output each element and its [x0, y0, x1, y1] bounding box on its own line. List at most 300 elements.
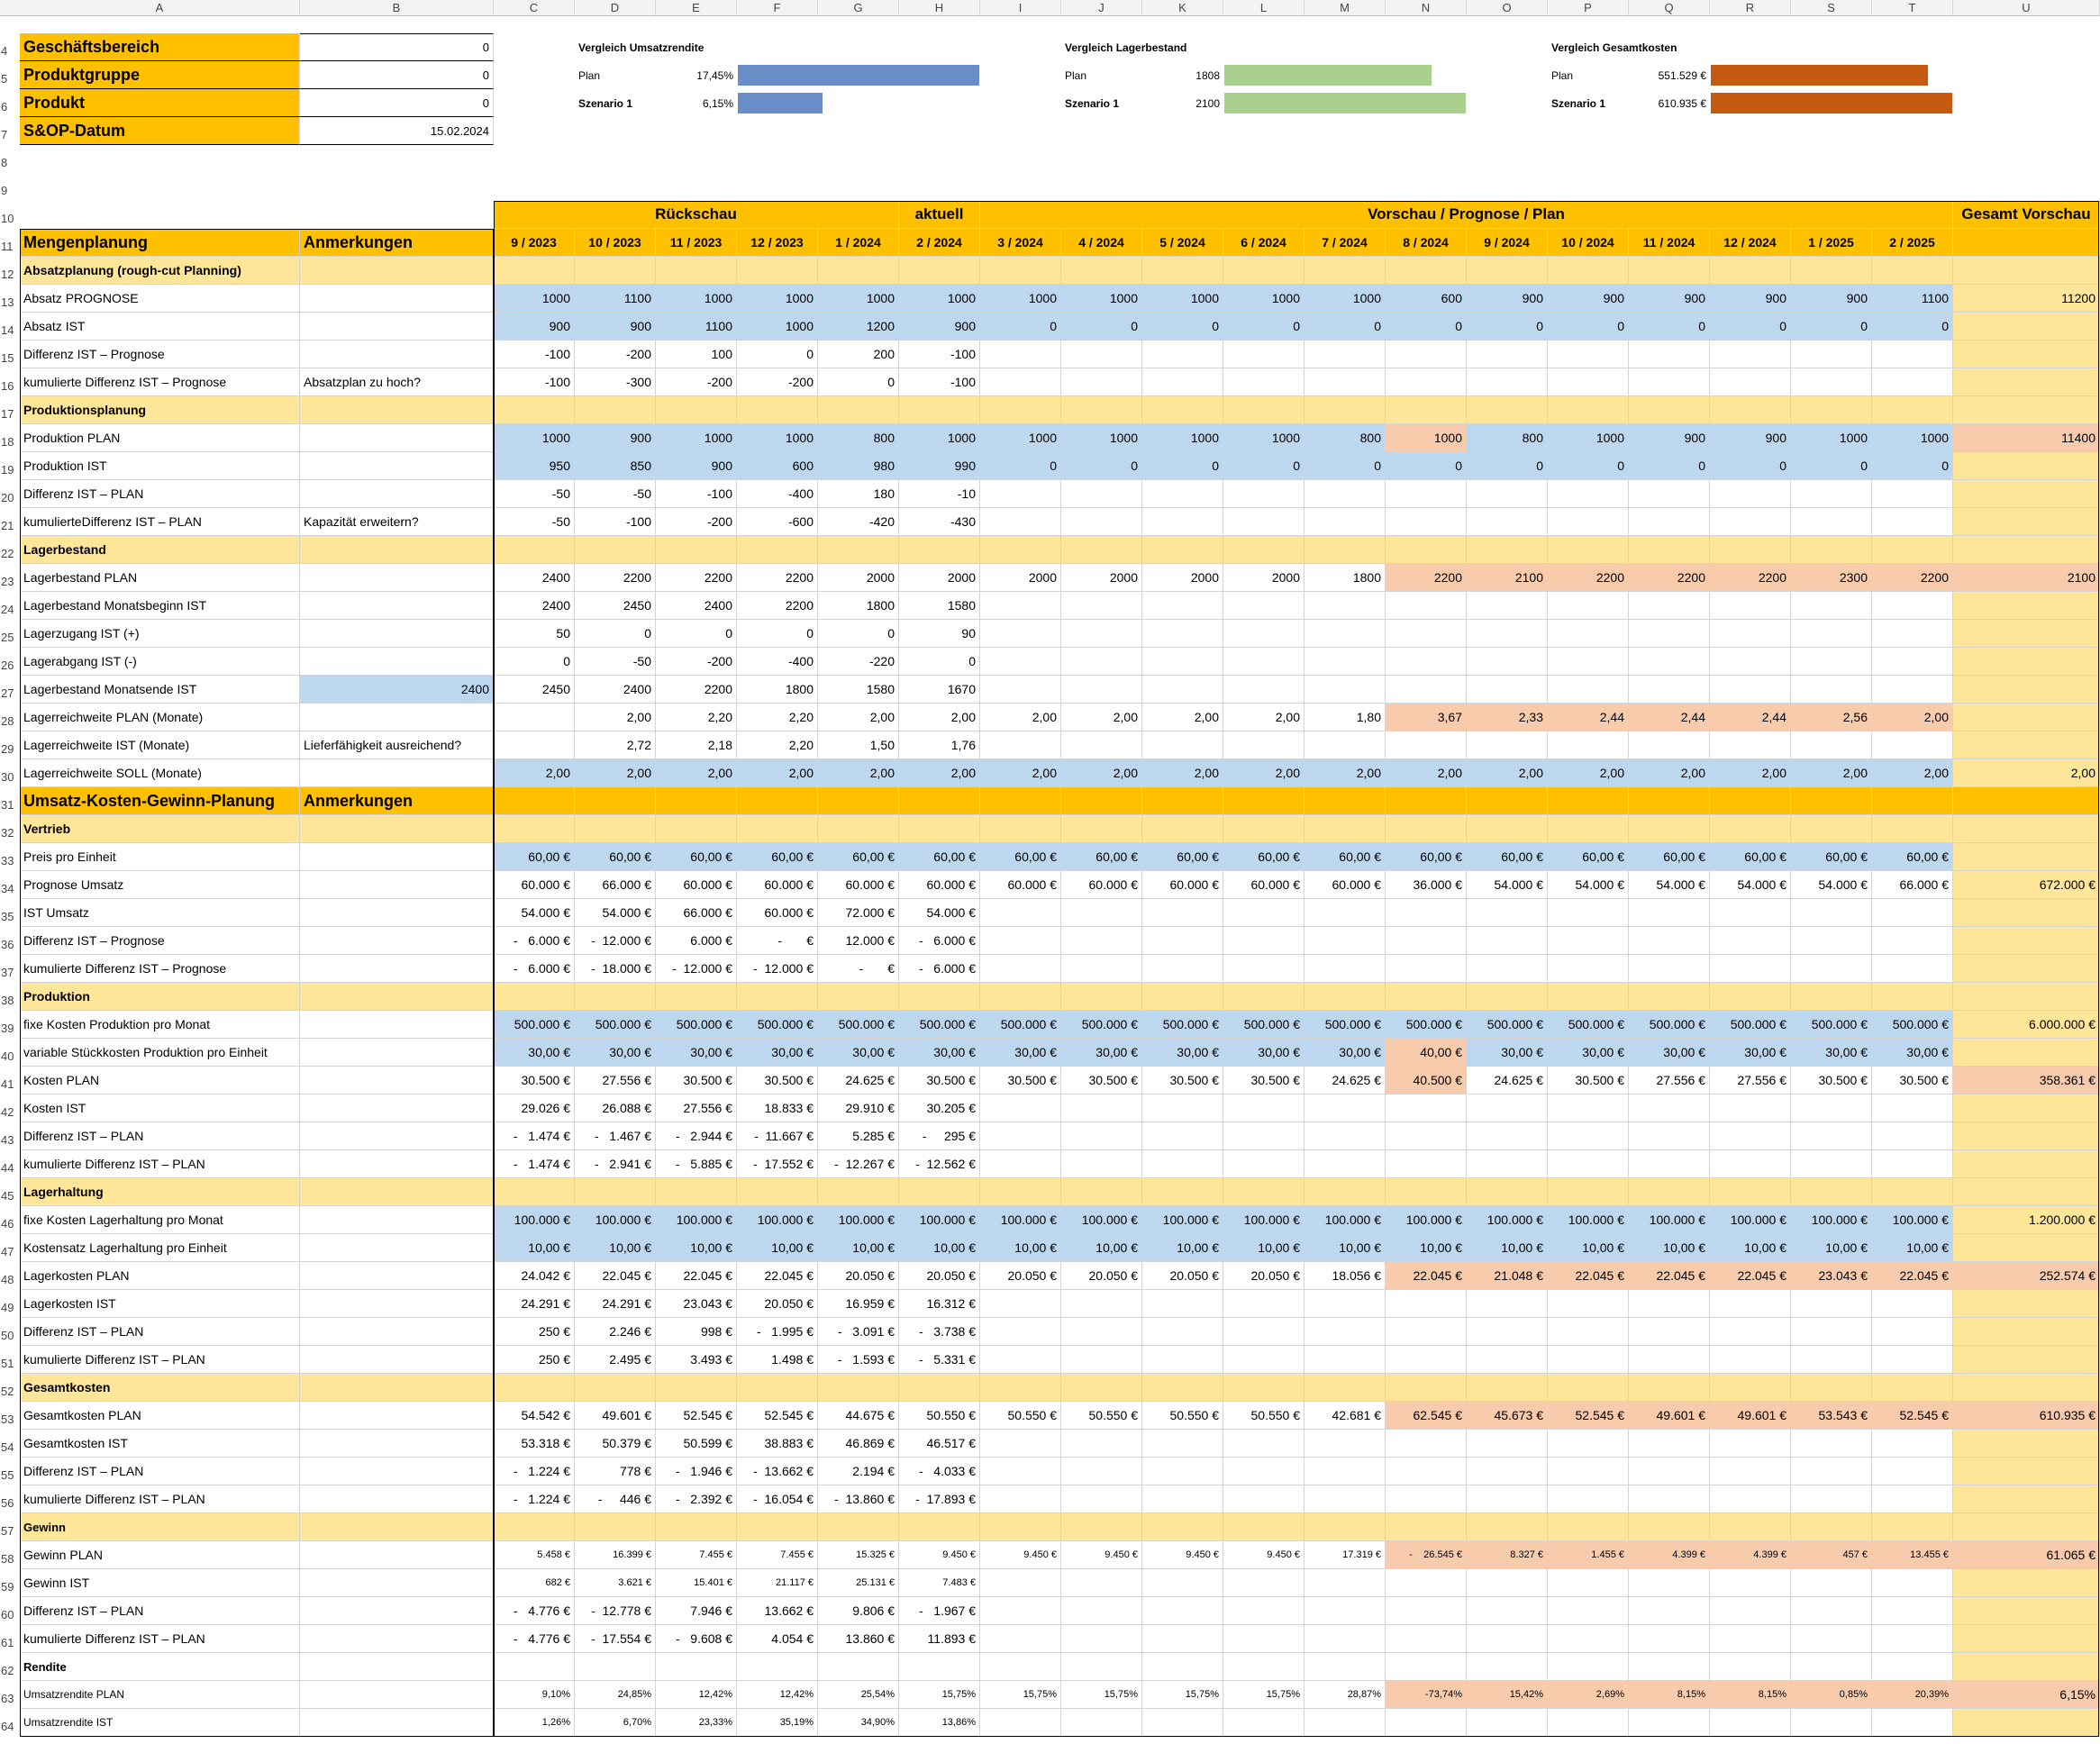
- data-cell[interactable]: [1061, 1095, 1142, 1122]
- data-cell[interactable]: 500.000 €: [1386, 1011, 1467, 1039]
- data-cell[interactable]: - 3.091 €: [818, 1318, 899, 1346]
- data-cell[interactable]: 500.000 €: [1710, 1011, 1791, 1039]
- data-cell[interactable]: 5.285 €: [818, 1122, 899, 1150]
- row-note[interactable]: [300, 1122, 494, 1150]
- row-note[interactable]: [300, 424, 494, 452]
- data-cell[interactable]: -100: [656, 480, 737, 508]
- data-cell[interactable]: [1629, 1430, 1710, 1458]
- data-cell[interactable]: 60,00 €: [1223, 843, 1305, 871]
- data-cell[interactable]: [1061, 731, 1142, 759]
- data-cell[interactable]: 50.550 €: [899, 1402, 980, 1430]
- data-cell[interactable]: [1223, 1458, 1305, 1485]
- row-number[interactable]: 46: [1, 1217, 14, 1231]
- data-cell[interactable]: 60.000 €: [1223, 871, 1305, 899]
- data-cell[interactable]: 2,44: [1710, 704, 1791, 731]
- data-cell[interactable]: [1710, 1095, 1791, 1122]
- data-cell[interactable]: 13,86%: [899, 1709, 980, 1737]
- row-note[interactable]: [300, 285, 494, 313]
- data-cell[interactable]: 0: [656, 620, 737, 648]
- data-cell[interactable]: 5.458 €: [494, 1541, 575, 1569]
- data-cell[interactable]: - 17.552 €: [737, 1150, 818, 1178]
- data-cell[interactable]: 50.550 €: [1223, 1402, 1305, 1430]
- data-cell[interactable]: 0: [1061, 313, 1142, 341]
- row-note[interactable]: [300, 1541, 494, 1569]
- row-note[interactable]: [300, 927, 494, 955]
- data-cell[interactable]: [1223, 592, 1305, 620]
- data-cell[interactable]: 1580: [818, 676, 899, 704]
- data-cell[interactable]: 12,42%: [737, 1681, 818, 1709]
- data-cell[interactable]: 2000: [1142, 564, 1223, 592]
- data-cell[interactable]: 2200: [1386, 564, 1467, 592]
- data-cell[interactable]: 15.325 €: [818, 1541, 899, 1569]
- data-cell[interactable]: 1000: [656, 424, 737, 452]
- data-cell[interactable]: [1629, 676, 1710, 704]
- row-number[interactable]: 19: [1, 463, 14, 477]
- data-cell[interactable]: [1061, 955, 1142, 983]
- data-cell[interactable]: 21.048 €: [1467, 1262, 1548, 1290]
- data-cell[interactable]: 27.556 €: [1710, 1067, 1791, 1095]
- data-cell[interactable]: 72.000 €: [818, 899, 899, 927]
- param-value[interactable]: 0: [300, 33, 494, 61]
- data-cell[interactable]: 500.000 €: [1467, 1011, 1548, 1039]
- data-cell[interactable]: 900: [1467, 285, 1548, 313]
- data-cell[interactable]: 29.910 €: [818, 1095, 899, 1122]
- data-cell[interactable]: 2300: [1791, 564, 1872, 592]
- data-cell[interactable]: 25.131 €: [818, 1569, 899, 1597]
- data-cell[interactable]: 900: [575, 424, 656, 452]
- data-cell[interactable]: [1710, 1346, 1791, 1374]
- data-cell[interactable]: - 12.000 €: [575, 927, 656, 955]
- data-cell[interactable]: [1548, 592, 1629, 620]
- data-cell[interactable]: 500.000 €: [1548, 1011, 1629, 1039]
- data-cell[interactable]: [1467, 368, 1548, 396]
- data-cell[interactable]: 0: [1467, 313, 1548, 341]
- data-cell[interactable]: 20.050 €: [899, 1262, 980, 1290]
- data-cell[interactable]: - 1.995 €: [737, 1318, 818, 1346]
- data-cell[interactable]: [1629, 648, 1710, 676]
- data-cell[interactable]: [1710, 1485, 1791, 1513]
- data-cell[interactable]: 1000: [1791, 424, 1872, 452]
- data-cell[interactable]: 2,00: [1791, 759, 1872, 787]
- data-cell[interactable]: [1710, 648, 1791, 676]
- data-cell[interactable]: [1386, 648, 1467, 676]
- row-number[interactable]: 64: [1, 1720, 14, 1733]
- data-cell[interactable]: 46.869 €: [818, 1430, 899, 1458]
- data-cell[interactable]: - €: [818, 955, 899, 983]
- data-cell[interactable]: 15,75%: [1061, 1681, 1142, 1709]
- data-cell[interactable]: 1000: [899, 424, 980, 452]
- row-number[interactable]: 54: [1, 1440, 14, 1454]
- data-cell[interactable]: 3.621 €: [575, 1569, 656, 1597]
- data-cell[interactable]: 0: [1467, 452, 1548, 480]
- data-cell[interactable]: [1305, 1318, 1386, 1346]
- column-header[interactable]: U: [1953, 0, 2100, 15]
- row-number[interactable]: 5: [1, 72, 8, 86]
- data-cell[interactable]: [1629, 1095, 1710, 1122]
- data-cell[interactable]: 20.050 €: [1223, 1262, 1305, 1290]
- data-cell[interactable]: 900: [1548, 285, 1629, 313]
- row-note[interactable]: Absatzplan zu hoch?: [300, 368, 494, 396]
- data-cell[interactable]: [1791, 1095, 1872, 1122]
- data-cell[interactable]: [1386, 592, 1467, 620]
- data-cell[interactable]: [494, 704, 575, 731]
- data-cell[interactable]: 200: [818, 341, 899, 368]
- data-cell[interactable]: [980, 1346, 1061, 1374]
- data-cell[interactable]: 46.517 €: [899, 1430, 980, 1458]
- row-number[interactable]: 34: [1, 882, 14, 895]
- data-cell[interactable]: 15.401 €: [656, 1569, 737, 1597]
- data-cell[interactable]: 2.194 €: [818, 1458, 899, 1485]
- row-number[interactable]: 26: [1, 659, 14, 672]
- data-cell[interactable]: 50.599 €: [656, 1430, 737, 1458]
- data-cell[interactable]: [1548, 1346, 1629, 1374]
- total-cell[interactable]: [1953, 480, 2100, 508]
- data-cell[interactable]: 10,00 €: [1872, 1234, 1953, 1262]
- data-cell[interactable]: 30,00 €: [818, 1039, 899, 1067]
- data-cell[interactable]: - 4.776 €: [494, 1597, 575, 1625]
- data-cell[interactable]: [1223, 676, 1305, 704]
- data-cell[interactable]: 900: [656, 452, 737, 480]
- data-cell[interactable]: [980, 899, 1061, 927]
- data-cell[interactable]: 60,00 €: [1548, 843, 1629, 871]
- total-cell[interactable]: 2,00: [1953, 759, 2100, 787]
- data-cell[interactable]: [1791, 1122, 1872, 1150]
- data-cell[interactable]: [1305, 899, 1386, 927]
- row-number[interactable]: 6: [1, 100, 8, 114]
- row-note[interactable]: [300, 1067, 494, 1095]
- data-cell[interactable]: 2,00: [1223, 704, 1305, 731]
- data-cell[interactable]: [1142, 1346, 1223, 1374]
- total-cell[interactable]: [1953, 1318, 2100, 1346]
- data-cell[interactable]: [1142, 508, 1223, 536]
- data-cell[interactable]: [1872, 1318, 1953, 1346]
- data-cell[interactable]: 1000: [1223, 424, 1305, 452]
- data-cell[interactable]: 2,00: [737, 759, 818, 787]
- data-cell[interactable]: - 5.331 €: [899, 1346, 980, 1374]
- data-cell[interactable]: - 16.054 €: [737, 1485, 818, 1513]
- data-cell[interactable]: 49.601 €: [575, 1402, 656, 1430]
- data-cell[interactable]: [1791, 899, 1872, 927]
- data-cell[interactable]: 1100: [575, 285, 656, 313]
- data-cell[interactable]: 30,00 €: [1548, 1039, 1629, 1067]
- row-number[interactable]: 27: [1, 686, 14, 700]
- data-cell[interactable]: [1872, 620, 1953, 648]
- data-cell[interactable]: 7.483 €: [899, 1569, 980, 1597]
- row-number[interactable]: 22: [1, 547, 14, 560]
- data-cell[interactable]: 30,00 €: [1142, 1039, 1223, 1067]
- data-cell[interactable]: 1,50: [818, 731, 899, 759]
- total-cell[interactable]: [1953, 731, 2100, 759]
- data-cell[interactable]: 100.000 €: [1386, 1206, 1467, 1234]
- data-cell[interactable]: 49.601 €: [1629, 1402, 1710, 1430]
- data-cell[interactable]: [1223, 620, 1305, 648]
- data-cell[interactable]: [1710, 1625, 1791, 1653]
- data-cell[interactable]: [1548, 620, 1629, 648]
- data-cell[interactable]: [980, 592, 1061, 620]
- data-cell[interactable]: [1305, 1625, 1386, 1653]
- row-number[interactable]: 16: [1, 379, 14, 393]
- data-cell[interactable]: [1386, 1122, 1467, 1150]
- row-number[interactable]: 29: [1, 742, 14, 756]
- data-cell[interactable]: [1548, 927, 1629, 955]
- data-cell[interactable]: 30,00 €: [1061, 1039, 1142, 1067]
- data-cell[interactable]: 49.601 €: [1710, 1402, 1791, 1430]
- data-cell[interactable]: [1305, 508, 1386, 536]
- data-cell[interactable]: 1000: [980, 285, 1061, 313]
- data-cell[interactable]: [1223, 648, 1305, 676]
- data-cell[interactable]: [1872, 508, 1953, 536]
- data-cell[interactable]: [1223, 731, 1305, 759]
- data-cell[interactable]: [1467, 1290, 1548, 1318]
- total-cell[interactable]: [1953, 313, 2100, 341]
- data-cell[interactable]: [1142, 1625, 1223, 1653]
- data-cell[interactable]: [1305, 1569, 1386, 1597]
- row-number[interactable]: 39: [1, 1022, 14, 1035]
- data-cell[interactable]: [1142, 955, 1223, 983]
- row-number[interactable]: 18: [1, 435, 14, 449]
- data-cell[interactable]: 1000: [1386, 424, 1467, 452]
- data-cell[interactable]: 60,00 €: [737, 843, 818, 871]
- row-number[interactable]: 10: [1, 212, 14, 225]
- data-cell[interactable]: 900: [494, 313, 575, 341]
- data-cell[interactable]: 9.450 €: [1142, 1541, 1223, 1569]
- row-number[interactable]: 62: [1, 1664, 14, 1677]
- data-cell[interactable]: [1872, 480, 1953, 508]
- data-cell[interactable]: [1142, 620, 1223, 648]
- data-cell[interactable]: [1142, 731, 1223, 759]
- data-cell[interactable]: [1629, 1122, 1710, 1150]
- data-cell[interactable]: 60.000 €: [1142, 871, 1223, 899]
- column-header[interactable]: F: [737, 0, 818, 15]
- data-cell[interactable]: [1061, 341, 1142, 368]
- data-cell[interactable]: 22.045 €: [656, 1262, 737, 1290]
- data-cell[interactable]: - 17.893 €: [899, 1485, 980, 1513]
- data-cell[interactable]: 100.000 €: [1710, 1206, 1791, 1234]
- data-cell[interactable]: 1000: [1142, 285, 1223, 313]
- data-cell[interactable]: 2400: [656, 592, 737, 620]
- data-cell[interactable]: [1061, 1625, 1142, 1653]
- data-cell[interactable]: [1548, 1122, 1629, 1150]
- column-header[interactable]: C: [494, 0, 575, 15]
- data-cell[interactable]: 60,00 €: [1467, 843, 1548, 871]
- total-cell[interactable]: [1953, 1458, 2100, 1485]
- data-cell[interactable]: [1629, 620, 1710, 648]
- data-cell[interactable]: 50.379 €: [575, 1430, 656, 1458]
- data-cell[interactable]: 30,00 €: [899, 1039, 980, 1067]
- data-cell[interactable]: 60.000 €: [899, 871, 980, 899]
- row-note[interactable]: [300, 648, 494, 676]
- data-cell[interactable]: -100: [899, 341, 980, 368]
- data-cell[interactable]: 1000: [737, 313, 818, 341]
- row-number[interactable]: 48: [1, 1273, 14, 1286]
- data-cell[interactable]: 2,00: [1872, 704, 1953, 731]
- data-cell[interactable]: 60.000 €: [656, 871, 737, 899]
- data-cell[interactable]: 54.000 €: [1710, 871, 1791, 899]
- data-cell[interactable]: [1142, 480, 1223, 508]
- data-cell[interactable]: [1142, 1290, 1223, 1318]
- data-cell[interactable]: [1629, 1346, 1710, 1374]
- data-cell[interactable]: 1670: [899, 676, 980, 704]
- data-cell[interactable]: [1872, 899, 1953, 927]
- row-number[interactable]: 57: [1, 1524, 14, 1538]
- data-cell[interactable]: 900: [899, 313, 980, 341]
- data-cell[interactable]: [1710, 1318, 1791, 1346]
- data-cell[interactable]: [1386, 1318, 1467, 1346]
- data-cell[interactable]: [1061, 927, 1142, 955]
- data-cell[interactable]: - 18.000 €: [575, 955, 656, 983]
- data-cell[interactable]: [1548, 1290, 1629, 1318]
- data-cell[interactable]: - 295 €: [899, 1122, 980, 1150]
- data-cell[interactable]: 1800: [737, 676, 818, 704]
- data-cell[interactable]: 16.399 €: [575, 1541, 656, 1569]
- data-cell[interactable]: 600: [737, 452, 818, 480]
- data-cell[interactable]: [1710, 731, 1791, 759]
- data-cell[interactable]: 500.000 €: [575, 1011, 656, 1039]
- data-cell[interactable]: [1223, 1346, 1305, 1374]
- data-cell[interactable]: - 17.554 €: [575, 1625, 656, 1653]
- data-cell[interactable]: [1386, 1569, 1467, 1597]
- data-cell[interactable]: [1467, 1569, 1548, 1597]
- data-cell[interactable]: -50: [575, 648, 656, 676]
- data-cell[interactable]: 23.043 €: [656, 1290, 737, 1318]
- data-cell[interactable]: [1223, 368, 1305, 396]
- data-cell[interactable]: 24.625 €: [1467, 1067, 1548, 1095]
- data-cell[interactable]: 0: [1548, 313, 1629, 341]
- data-cell[interactable]: 30,00 €: [575, 1039, 656, 1067]
- row-number[interactable]: 20: [1, 491, 14, 504]
- data-cell[interactable]: 54.542 €: [494, 1402, 575, 1430]
- data-cell[interactable]: 100.000 €: [899, 1206, 980, 1234]
- total-cell[interactable]: [1953, 1709, 2100, 1737]
- data-cell[interactable]: [1061, 480, 1142, 508]
- data-cell[interactable]: 2,00: [818, 704, 899, 731]
- data-cell[interactable]: 2400: [494, 592, 575, 620]
- data-cell[interactable]: [1710, 480, 1791, 508]
- data-cell[interactable]: [1386, 676, 1467, 704]
- data-cell[interactable]: [1142, 1597, 1223, 1625]
- data-cell[interactable]: 682 €: [494, 1569, 575, 1597]
- data-cell[interactable]: [1629, 480, 1710, 508]
- data-cell[interactable]: -50: [575, 480, 656, 508]
- data-cell[interactable]: [1548, 1095, 1629, 1122]
- data-cell[interactable]: 52.545 €: [737, 1402, 818, 1430]
- data-cell[interactable]: 16.959 €: [818, 1290, 899, 1318]
- data-cell[interactable]: [1305, 1709, 1386, 1737]
- data-cell[interactable]: [1142, 1095, 1223, 1122]
- data-cell[interactable]: 30,00 €: [737, 1039, 818, 1067]
- total-cell[interactable]: [1953, 452, 2100, 480]
- data-cell[interactable]: 25,54%: [818, 1681, 899, 1709]
- row-number[interactable]: 7: [1, 128, 8, 141]
- data-cell[interactable]: [1629, 1709, 1710, 1737]
- data-cell[interactable]: [980, 1150, 1061, 1178]
- column-header[interactable]: B: [300, 0, 494, 15]
- data-cell[interactable]: [1548, 676, 1629, 704]
- data-cell[interactable]: 2,20: [737, 704, 818, 731]
- data-cell[interactable]: 1000: [980, 424, 1061, 452]
- total-cell[interactable]: [1953, 1346, 2100, 1374]
- data-cell[interactable]: 2,00: [1710, 759, 1791, 787]
- data-cell[interactable]: [1223, 1597, 1305, 1625]
- data-cell[interactable]: [1467, 1458, 1548, 1485]
- row-number[interactable]: 13: [1, 295, 14, 309]
- data-cell[interactable]: [1710, 1122, 1791, 1150]
- data-cell[interactable]: 8.327 €: [1467, 1541, 1548, 1569]
- data-cell[interactable]: [1548, 368, 1629, 396]
- data-cell[interactable]: [980, 1597, 1061, 1625]
- data-cell[interactable]: 60,00 €: [494, 843, 575, 871]
- data-cell[interactable]: -200: [737, 368, 818, 396]
- data-cell[interactable]: [1548, 1430, 1629, 1458]
- data-cell[interactable]: [1872, 1458, 1953, 1485]
- data-cell[interactable]: [1548, 1625, 1629, 1653]
- row-note[interactable]: [300, 1011, 494, 1039]
- data-cell[interactable]: [1791, 648, 1872, 676]
- data-cell[interactable]: 10,00 €: [575, 1234, 656, 1262]
- data-cell[interactable]: 60,00 €: [899, 843, 980, 871]
- data-cell[interactable]: [1467, 480, 1548, 508]
- data-cell[interactable]: 28,87%: [1305, 1681, 1386, 1709]
- total-cell[interactable]: [1953, 927, 2100, 955]
- data-cell[interactable]: 20.050 €: [1142, 1262, 1223, 1290]
- column-header[interactable]: G: [818, 0, 899, 15]
- row-number[interactable]: 37: [1, 966, 14, 979]
- data-cell[interactable]: 15,75%: [1142, 1681, 1223, 1709]
- column-header[interactable]: O: [1467, 0, 1548, 15]
- data-cell[interactable]: [1305, 648, 1386, 676]
- data-cell[interactable]: 60,00 €: [575, 843, 656, 871]
- data-cell[interactable]: 2.246 €: [575, 1318, 656, 1346]
- row-note[interactable]: [300, 1150, 494, 1178]
- data-cell[interactable]: [1305, 1485, 1386, 1513]
- data-cell[interactable]: [1791, 676, 1872, 704]
- data-cell[interactable]: 500.000 €: [1872, 1011, 1953, 1039]
- data-cell[interactable]: [1061, 1318, 1142, 1346]
- column-header[interactable]: J: [1061, 0, 1142, 15]
- data-cell[interactable]: 2,69%: [1548, 1681, 1629, 1709]
- data-cell[interactable]: [1223, 1569, 1305, 1597]
- data-cell[interactable]: 12,42%: [656, 1681, 737, 1709]
- row-number[interactable]: 30: [1, 770, 14, 784]
- row-number[interactable]: 47: [1, 1245, 14, 1258]
- data-cell[interactable]: [1467, 620, 1548, 648]
- data-cell[interactable]: [1223, 341, 1305, 368]
- data-cell[interactable]: 60.000 €: [1305, 871, 1386, 899]
- data-cell[interactable]: - 1.967 €: [899, 1597, 980, 1625]
- data-cell[interactable]: 0: [1142, 452, 1223, 480]
- data-cell[interactable]: [1061, 1597, 1142, 1625]
- data-cell[interactable]: 10,00 €: [656, 1234, 737, 1262]
- data-cell[interactable]: 2450: [575, 592, 656, 620]
- row-note[interactable]: [300, 1095, 494, 1122]
- data-cell[interactable]: - €: [737, 927, 818, 955]
- row-number[interactable]: 53: [1, 1412, 14, 1426]
- data-cell[interactable]: 2200: [737, 564, 818, 592]
- data-cell[interactable]: [1386, 1709, 1467, 1737]
- row-number[interactable]: 14: [1, 323, 14, 337]
- data-cell[interactable]: [1305, 1122, 1386, 1150]
- data-cell[interactable]: 10,00 €: [1386, 1234, 1467, 1262]
- total-cell[interactable]: 358.361 €: [1953, 1067, 2100, 1095]
- data-cell[interactable]: [1629, 1458, 1710, 1485]
- data-cell[interactable]: 900: [1629, 424, 1710, 452]
- data-cell[interactable]: [1386, 620, 1467, 648]
- data-cell[interactable]: [1710, 927, 1791, 955]
- row-note[interactable]: [300, 899, 494, 927]
- data-cell[interactable]: 30.500 €: [656, 1067, 737, 1095]
- data-cell[interactable]: 100.000 €: [1142, 1206, 1223, 1234]
- data-cell[interactable]: [1710, 1458, 1791, 1485]
